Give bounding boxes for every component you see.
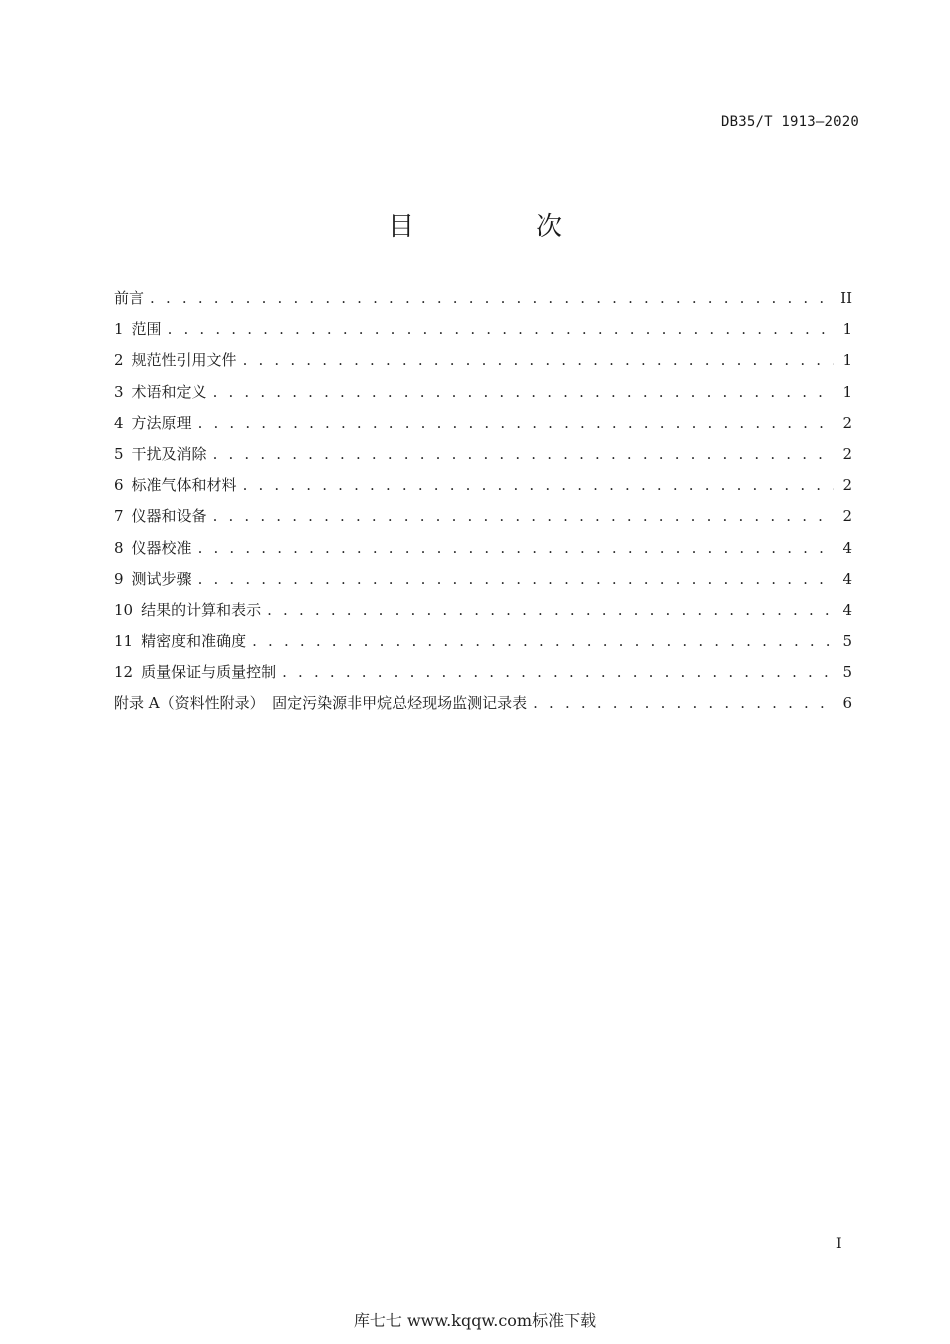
toc-entry-5[interactable] xyxy=(114,442,852,473)
toc-leader-dots xyxy=(213,442,834,466)
standard-code: DB35/T 1913—2020 xyxy=(720,114,859,130)
toc-entry-4[interactable] xyxy=(114,411,852,442)
toc-entry-8[interactable] xyxy=(114,536,852,567)
toc-entry-foreword[interactable] xyxy=(114,286,852,317)
toc-entry-label: 术语和定义 xyxy=(131,382,207,401)
toc-entry-page: 1 xyxy=(842,351,852,370)
toc-entry-number: 6 xyxy=(114,476,124,495)
toc-leader-dots xyxy=(213,380,834,404)
toc-leader-dots xyxy=(252,629,834,653)
toc-entry-label: 前言 xyxy=(114,289,145,307)
toc-entry-12[interactable] xyxy=(114,660,852,691)
toc-entry-11[interactable] xyxy=(114,629,852,660)
toc-entry-number: 10 xyxy=(114,600,134,619)
toc-entry-number: 7 xyxy=(114,507,124,526)
toc-entry-page: 2 xyxy=(842,413,852,432)
toc-entry-page: 1 xyxy=(842,320,852,339)
toc-entry-number: 2 xyxy=(114,351,124,370)
toc-entry-label: 范围 xyxy=(131,320,162,339)
toc-entry-7[interactable] xyxy=(114,504,852,535)
page-title: 目 次 xyxy=(387,212,610,242)
toc-leader-dots xyxy=(533,691,834,715)
toc-entry-label: 规范性引用文件 xyxy=(131,351,237,370)
toc-entry-page: II xyxy=(840,289,852,307)
watermark-text: 库七七 www.kqqw.com标准下载 xyxy=(353,1311,597,1330)
toc-entry-number: 8 xyxy=(114,538,124,557)
toc-entry-label: 质量保证与质量控制 xyxy=(141,663,277,682)
toc-entry-number: 9 xyxy=(114,569,124,588)
toc-entry-label: 仪器和设备 xyxy=(131,507,207,526)
toc-entry-number: 12 xyxy=(114,663,134,682)
toc-entry-6[interactable] xyxy=(114,473,852,504)
toc-entry-number: 3 xyxy=(114,382,124,401)
toc-entry-page: 5 xyxy=(842,632,852,651)
toc-entry-label: 仪器校准 xyxy=(131,538,192,557)
toc-leader-dots xyxy=(198,567,834,591)
toc-entry-2[interactable] xyxy=(114,348,852,379)
toc-leader-dots xyxy=(168,317,834,341)
toc-leader-dots xyxy=(267,598,834,622)
toc-entry-label: 精密度和准确度 xyxy=(141,632,247,651)
toc-entry-page: 6 xyxy=(842,694,852,713)
toc-entry-page: 5 xyxy=(842,663,852,682)
toc-entry-label: 结果的计算和表示 xyxy=(141,600,262,619)
toc-leader-dots xyxy=(198,536,834,560)
toc-leader-dots xyxy=(243,473,834,497)
toc-entry-page: 4 xyxy=(842,600,852,619)
toc-entry-number: 1 xyxy=(114,320,124,339)
toc-entry-1[interactable] xyxy=(114,317,852,348)
page-number: I xyxy=(836,1236,842,1252)
toc-leader-dots xyxy=(198,411,834,435)
toc-entry-page: 2 xyxy=(842,444,852,463)
toc-entry-page: 1 xyxy=(842,382,852,401)
toc-entry-9[interactable] xyxy=(114,567,852,598)
toc-entry-number: 4 xyxy=(114,413,124,432)
toc-entry-appendix-a[interactable] xyxy=(114,691,852,722)
toc-entry-page: 2 xyxy=(842,507,852,526)
toc-leader-dots xyxy=(150,286,834,310)
toc-entry-3[interactable] xyxy=(114,380,852,411)
toc-entry-label: 标准气体和材料 xyxy=(131,476,237,495)
toc-leader-dots xyxy=(213,504,834,528)
toc-entry-page: 4 xyxy=(842,538,852,557)
toc-entry-label: 附录 A（资料性附录） 固定污染源非甲烷总烃现场监测记录表 xyxy=(114,694,528,713)
toc-entry-number: 5 xyxy=(114,444,124,463)
toc-leader-dots xyxy=(243,348,834,372)
toc-entry-label: 测试步骤 xyxy=(131,569,192,588)
toc-entry-number: 11 xyxy=(114,632,134,651)
toc-entry-label: 干扰及消除 xyxy=(131,444,207,463)
table-of-contents xyxy=(114,286,852,723)
toc-entry-page: 2 xyxy=(842,476,852,495)
toc-entry-page: 4 xyxy=(842,569,852,588)
toc-entry-label: 方法原理 xyxy=(131,413,192,432)
toc-leader-dots xyxy=(282,660,834,684)
toc-entry-10[interactable] xyxy=(114,598,852,629)
